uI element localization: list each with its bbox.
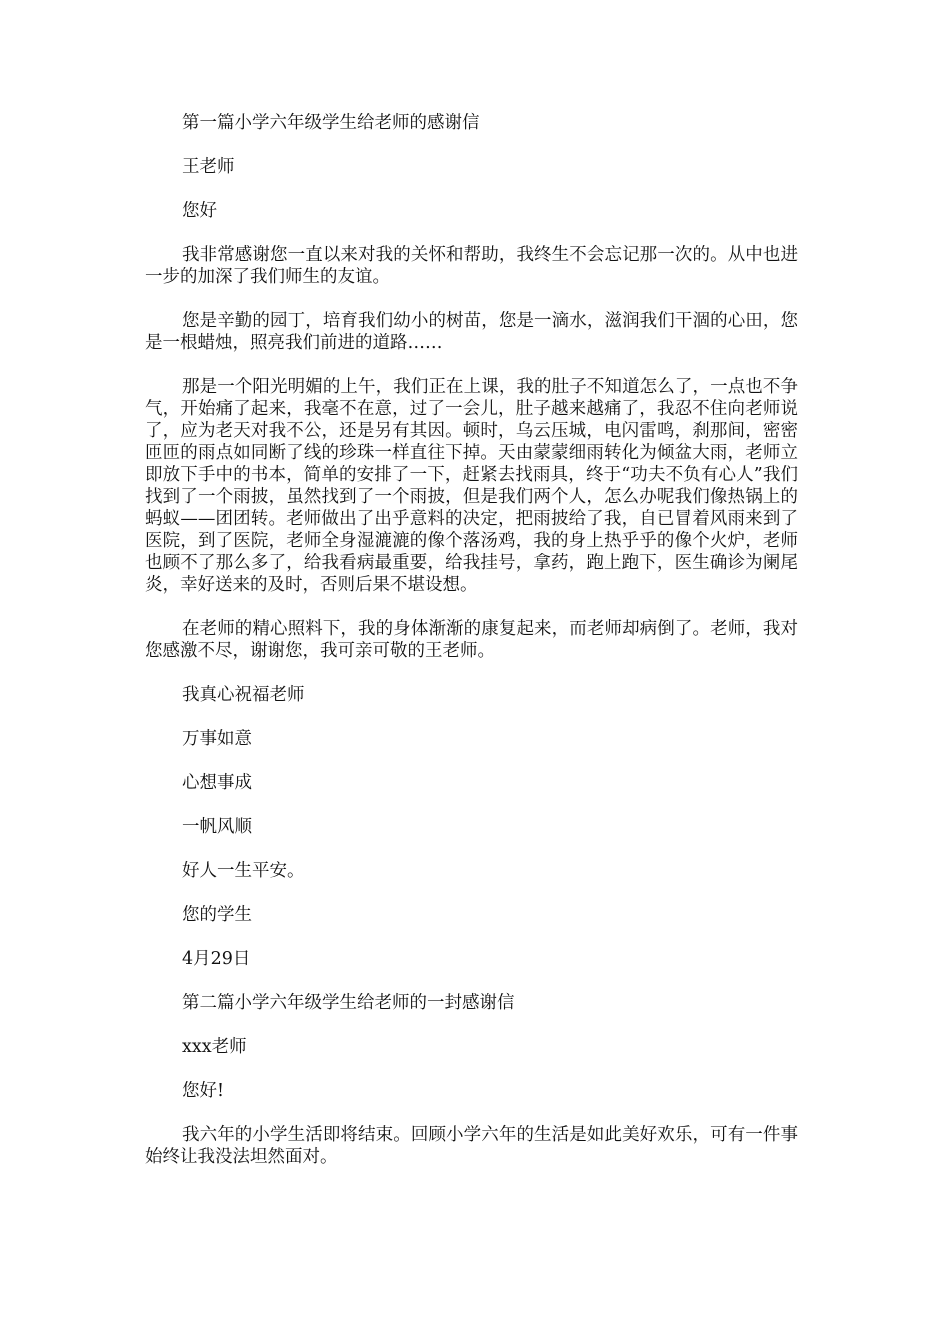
letter1-paragraph-4: 在老师的精心照料下，我的身体渐渐的康复起来，而老师却病倒了。老师，我对您感激不尽，谢谢您，我可亲可敬的王老师。 bbox=[145, 619, 798, 661]
letter1-paragraph-2: 您是辛勤的园丁，培育我们幼小的树苗，您是一滴水，滋润我们干涸的心田，您是一根蜡烛，照亮我们前进的道路…… bbox=[145, 311, 798, 353]
letter2-paragraph-1: 我六年的小学生活即将结束。回顾小学六年的生活是如此美好欢乐，可有一件事始终让我没法坦然面对。 bbox=[145, 1125, 798, 1167]
blessing-line-4: 好人一生平安。 bbox=[182, 861, 305, 881]
letter2-title: 第二篇小学六年级学生给老师的一封感谢信 bbox=[182, 993, 515, 1013]
letter1-title: 第一篇小学六年级学生给老师的感谢信 bbox=[182, 113, 480, 133]
letter1-salutation: 王老师 bbox=[182, 157, 235, 177]
blessing-line-3: 一帆风顺 bbox=[182, 817, 252, 837]
blessing-line-2: 心想事成 bbox=[182, 773, 252, 793]
letter2-salutation: xxx老师 bbox=[182, 1037, 247, 1057]
letter1-date: 4月29日 bbox=[182, 949, 251, 969]
letter1-paragraph-1: 我非常感谢您一直以来对我的关怀和帮助，我终生不会忘记那一次的。从中也进一步的加深了我们师生的友谊。 bbox=[145, 245, 798, 287]
letter2-greeting: 您好! bbox=[182, 1081, 225, 1101]
letter1-signature: 您的学生 bbox=[182, 905, 252, 925]
blessing-intro: 我真心祝福老师 bbox=[182, 685, 305, 705]
letter1-greeting: 您好 bbox=[182, 201, 217, 221]
blessing-line-1: 万事如意 bbox=[182, 729, 252, 749]
letter1-paragraph-3: 那是一个阳光明媚的上午，我们正在上课，我的肚子不知道怎么了，一点也不争气，开始痛了起来，我毫不在意，过了一会儿，肚子越来越痛了，我忍不住向老师说了，应为老天对我不公，还是另有其因。顿时，乌云压城，电闪雷鸣，刹那间，密密匝匝的雨点如同断了线的珍珠一样直往下掉。天由蒙蒙细雨转化为倾盆大雨，老师立即放下手中的书本，简单的安排了一下，赶紧去找雨具，终于“功夫不负有心人”我们找到了一个雨披，虽然找到了一个雨披，但是我们两个人，怎么办呢我们像热锅上的蚂蚁——团团转。老师做出了出乎意料的决定，把雨披给了我，自已冒着风雨来到了医院，到了医院，老师全身湿漉漉的像个落汤鸡，我的身上热乎乎的像个火炉，老师也顾不了那么多了，给我看病最重要，给我挂号，拿药，跑上跑下，医生确诊为阑尾炎，幸好送来的及时，否则后果不堪设想。 bbox=[145, 377, 798, 595]
document-page bbox=[145, 112, 798, 1190]
